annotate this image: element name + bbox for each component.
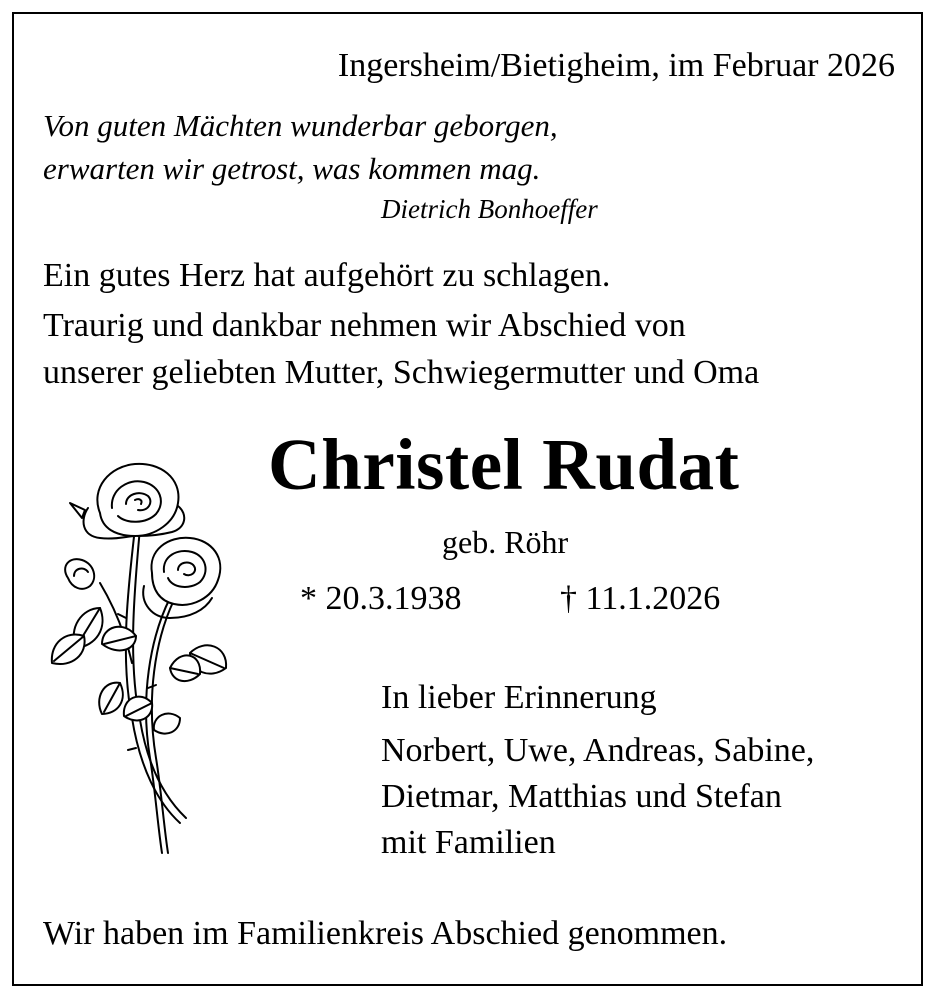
memory-line-3: Dietmar, Matthias und Stefan (381, 778, 782, 815)
quote-author: Dietrich Bonhoeffer (381, 194, 598, 224)
memory-line-2: Norbert, Uwe, Andreas, Sabine, (381, 732, 815, 769)
roses-icon (40, 458, 230, 858)
intro-line-3: unserer geliebten Mutter, Schwiegermutter und Oma (43, 354, 760, 391)
intro-line-2: Traurig und dankbar nehmen wir Abschied von (43, 307, 686, 344)
death-date: † 11.1.2026 (560, 580, 721, 617)
quote-line-2: erwarten wir getrost, was kommen mag. (43, 151, 541, 186)
memory-line-1: In lieber Erinnerung (381, 679, 657, 716)
place-date: Ingersheim/Bietigheim, im Februar 2026 (337, 47, 895, 84)
memory-line-4: mit Familien (381, 824, 556, 861)
closing-line: Wir haben im Familienkreis Abschied genommen. (43, 915, 728, 952)
quote-line-1: Von guten Mächten wunderbar geborgen, (43, 108, 558, 143)
deceased-name: Christel Rudat (268, 424, 740, 505)
birth-name: geb. Röhr (442, 524, 569, 560)
intro-line-1: Ein gutes Herz hat aufgehört zu schlagen. (43, 257, 611, 294)
birth-date: * 20.3.1938 (300, 580, 462, 617)
